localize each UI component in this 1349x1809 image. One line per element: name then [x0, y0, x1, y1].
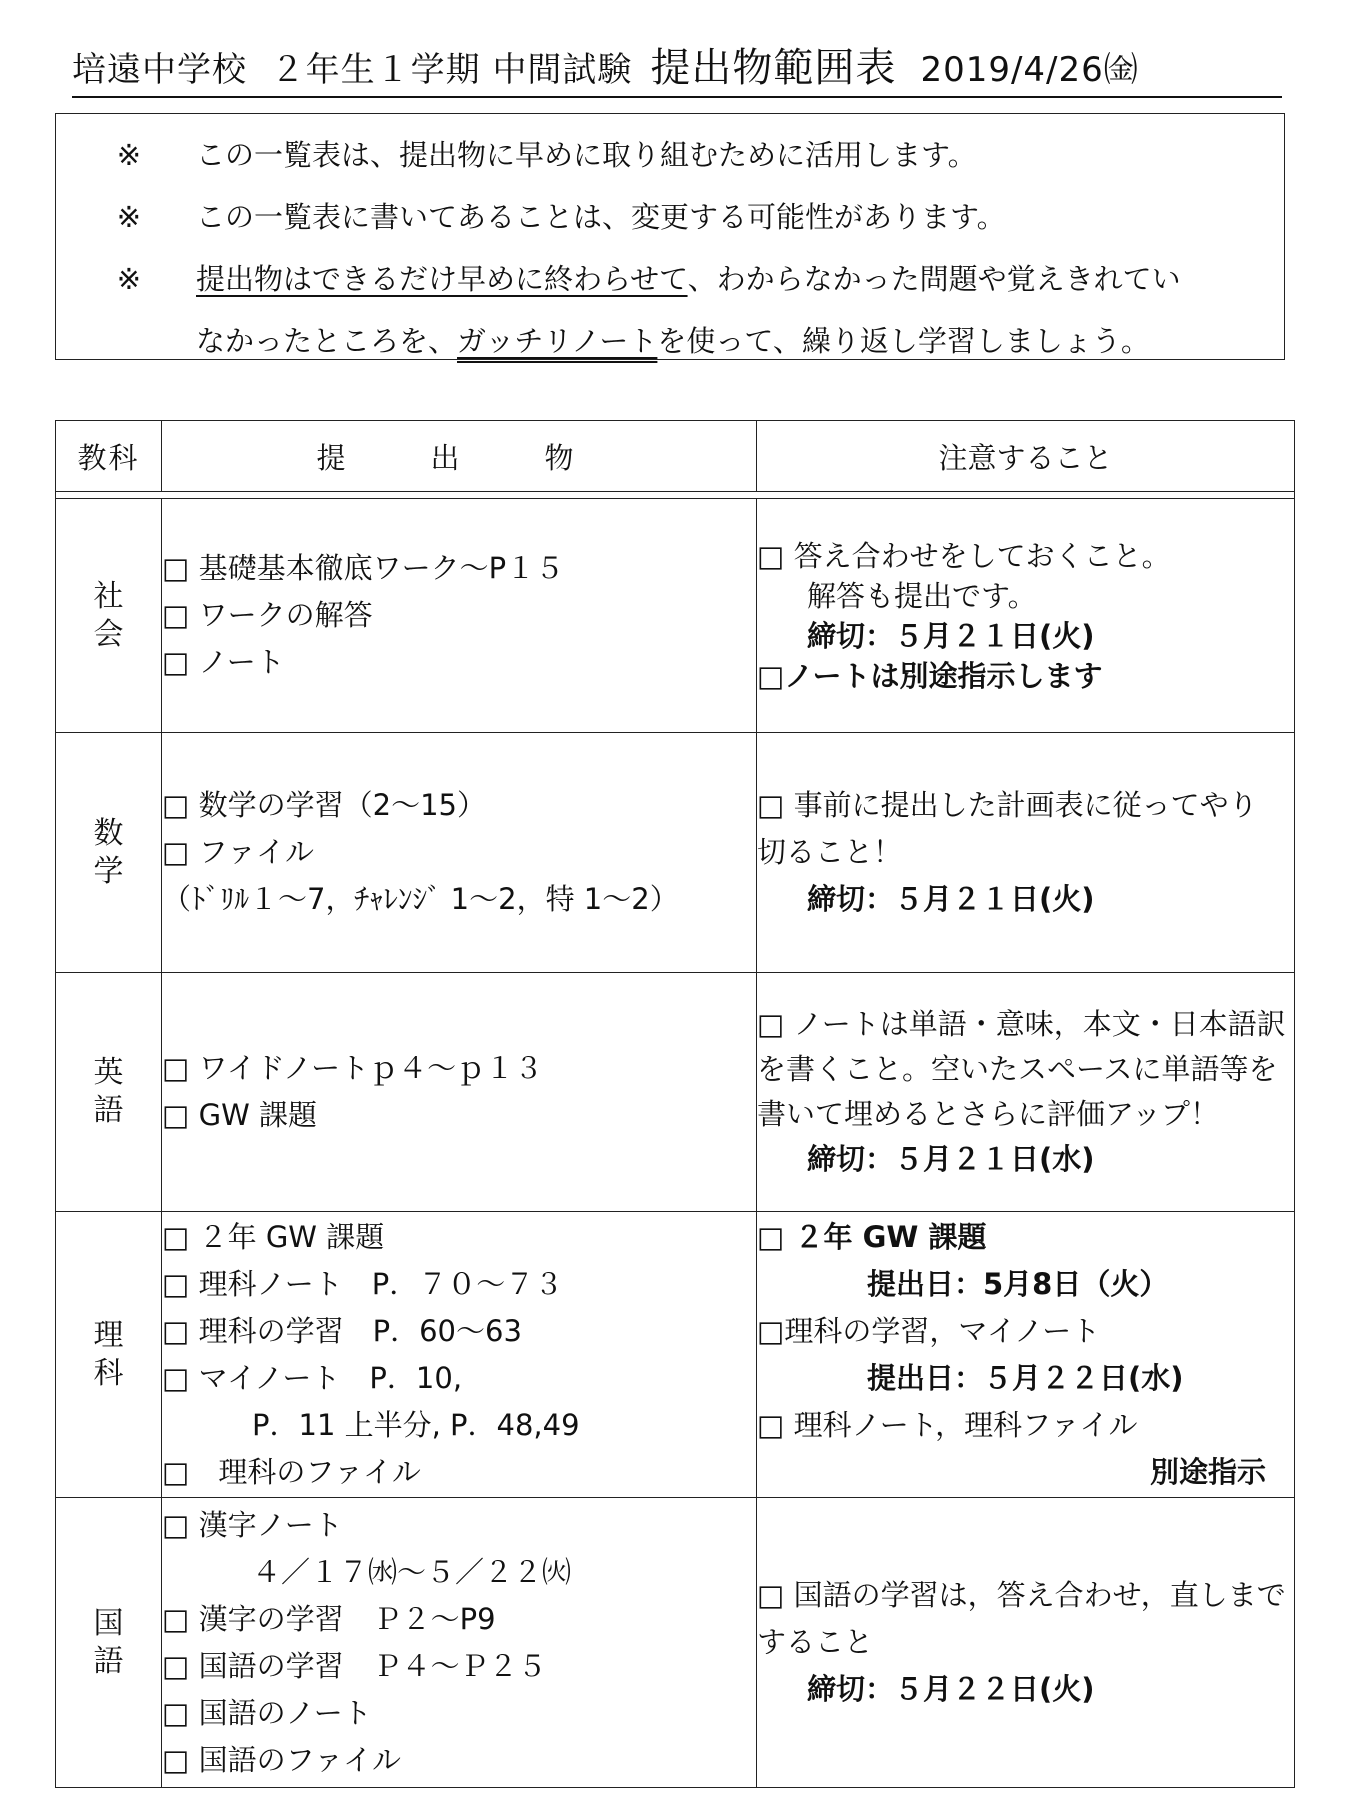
item-line: □ マイノート P．10,	[162, 1360, 463, 1395]
item-line: □ ワークの解答	[162, 598, 373, 632]
item-line: □ 理科ノート P．７０～７３	[162, 1266, 564, 1301]
note-line: □ ２年 GW 課題	[757, 1219, 987, 1254]
item-line: □ 理科の学習 P．60～63	[162, 1313, 522, 1348]
note-line: □ ノートは単語・意味，本文・日本語訳を書くこと。空いたスペースに単語等を書いて埋めるとさらに評価アップ！	[757, 1007, 1286, 1131]
item-line: □ 漢字ノート	[162, 1507, 343, 1542]
note-text-post: を使って、繰り返し学習しましょう。	[657, 324, 1150, 358]
item-line: （ﾄﾞﾘﾙ１～7，ﾁｬﾚﾝｼﾞ 1～2，特 1～2）	[162, 882, 679, 916]
items-cell	[162, 1498, 757, 1788]
item-line: P．11 上半分, P．48,49	[252, 1407, 580, 1442]
items-cell	[162, 1212, 757, 1498]
item-line: □ 理科のファイル	[162, 1454, 421, 1489]
deadline: 締切：５月２１日(火)	[807, 882, 1095, 916]
school-name: 培遠中学校	[72, 50, 247, 90]
deadline: 提出日：５月２２日(水)	[867, 1360, 1184, 1395]
note-line: □ 国語の学習は，答え合わせ，直しまですること	[757, 1578, 1286, 1659]
note-item-continued	[56, 310, 1284, 372]
table-row	[56, 1498, 1295, 1788]
item-line: □ ファイル	[162, 835, 315, 869]
subject-name: 理科	[93, 1317, 124, 1391]
note-text: この一覧表は、提出物に早めに取り組むために活用します。	[196, 138, 977, 172]
deadline: 提出日：5月8日（火）	[867, 1266, 1169, 1301]
table-separator	[56, 492, 1295, 499]
table-row	[56, 1212, 1295, 1498]
doc-title: 提出物範囲表	[650, 45, 897, 91]
table-row	[56, 973, 1295, 1212]
note-text-pre: なかったところを、	[196, 324, 458, 358]
subject-name: 数学	[93, 815, 124, 889]
note-item	[56, 186, 1284, 248]
notes-box	[55, 113, 1285, 360]
item-line: □ ノート	[162, 645, 285, 679]
subject-cell	[56, 973, 162, 1212]
item-line: □ 数学の学習（2～15）	[162, 788, 486, 822]
subject-name: 社会	[93, 578, 124, 652]
item-line: □ 国語の学習 Ｐ４～Ｐ２５	[162, 1648, 547, 1683]
note-mark: ※	[116, 138, 141, 172]
deadline: 締切：５月２１日(水)	[807, 1142, 1095, 1176]
submission-table	[55, 420, 1295, 1788]
item-line: □ 国語のファイル	[162, 1742, 402, 1777]
note-line: 別途指示	[1149, 1454, 1266, 1489]
doc-date: 2019/4/26㈮	[920, 50, 1139, 90]
underlined-text: 提出物はできるだけ早めに終わらせて	[196, 262, 688, 296]
item-line: □ ２年 GW 課題	[162, 1219, 385, 1254]
items-cell	[162, 499, 757, 733]
notes-cell	[757, 1498, 1295, 1788]
table-row	[56, 499, 1295, 733]
subject-cell	[56, 733, 162, 973]
item-line: □ 漢字の学習 Ｐ２～P9	[162, 1601, 496, 1636]
note-line: □ 事前に提出した計画表に従ってやり切ること！	[757, 788, 1258, 869]
notes-cell	[757, 733, 1295, 973]
table-header-row	[56, 421, 1295, 492]
note-item	[56, 124, 1284, 186]
document-title	[72, 40, 1282, 98]
subject-name: 国語	[93, 1605, 124, 1679]
note-line: □理科の学習，マイノート	[757, 1313, 1101, 1348]
subject-cell	[56, 1498, 162, 1788]
header-notes: 注意すること	[757, 421, 1295, 492]
item-line: □ 基礎基本徹底ワーク～P１５	[162, 551, 565, 585]
subject-cell	[56, 499, 162, 733]
item-line: □ ワイドノートｐ４～ｐ１３	[162, 1051, 544, 1085]
item-line: ４／１７㈬～５／２２㈫	[252, 1554, 572, 1589]
note-mark: ※	[116, 262, 141, 296]
note-line: □ 答え合わせをしておくこと。	[757, 538, 1171, 573]
note-item	[56, 248, 1284, 310]
double-underlined-text: ガッチリノート	[457, 324, 658, 358]
note-line: □ノートは別途指示します	[757, 658, 1103, 693]
note-line: □ 理科ノート，理科ファイル	[757, 1407, 1138, 1442]
exam-name: 中間試験	[492, 50, 633, 90]
note-mark: ※	[116, 200, 141, 234]
grade-term: ２年生１学期	[270, 50, 481, 90]
note-text-rest: 、わからなかった問題や覚えきれてい	[687, 262, 1181, 296]
items-cell	[162, 733, 757, 973]
subject-name: 英語	[93, 1055, 124, 1128]
note-text	[196, 248, 1284, 310]
note-line: 解答も提出です。	[807, 578, 1037, 613]
deadline: 締切：５月２１日(火)	[807, 618, 1095, 653]
note-text: この一覧表に書いてあることは、変更する可能性があります。	[196, 200, 1006, 234]
deadline: 締切：５月２２日(火)	[807, 1672, 1095, 1706]
item-line: □ GW 課題	[162, 1098, 317, 1132]
item-line: □ 国語のノート	[162, 1695, 372, 1730]
header-items: 提 出 物	[162, 421, 757, 492]
notes-cell	[757, 499, 1295, 733]
notes-cell	[757, 1212, 1295, 1498]
table-row	[56, 733, 1295, 973]
items-cell	[162, 973, 757, 1212]
subject-cell	[56, 1212, 162, 1498]
note-text	[56, 310, 1284, 372]
notes-cell	[757, 973, 1295, 1212]
header-subject: 教科	[56, 421, 162, 492]
